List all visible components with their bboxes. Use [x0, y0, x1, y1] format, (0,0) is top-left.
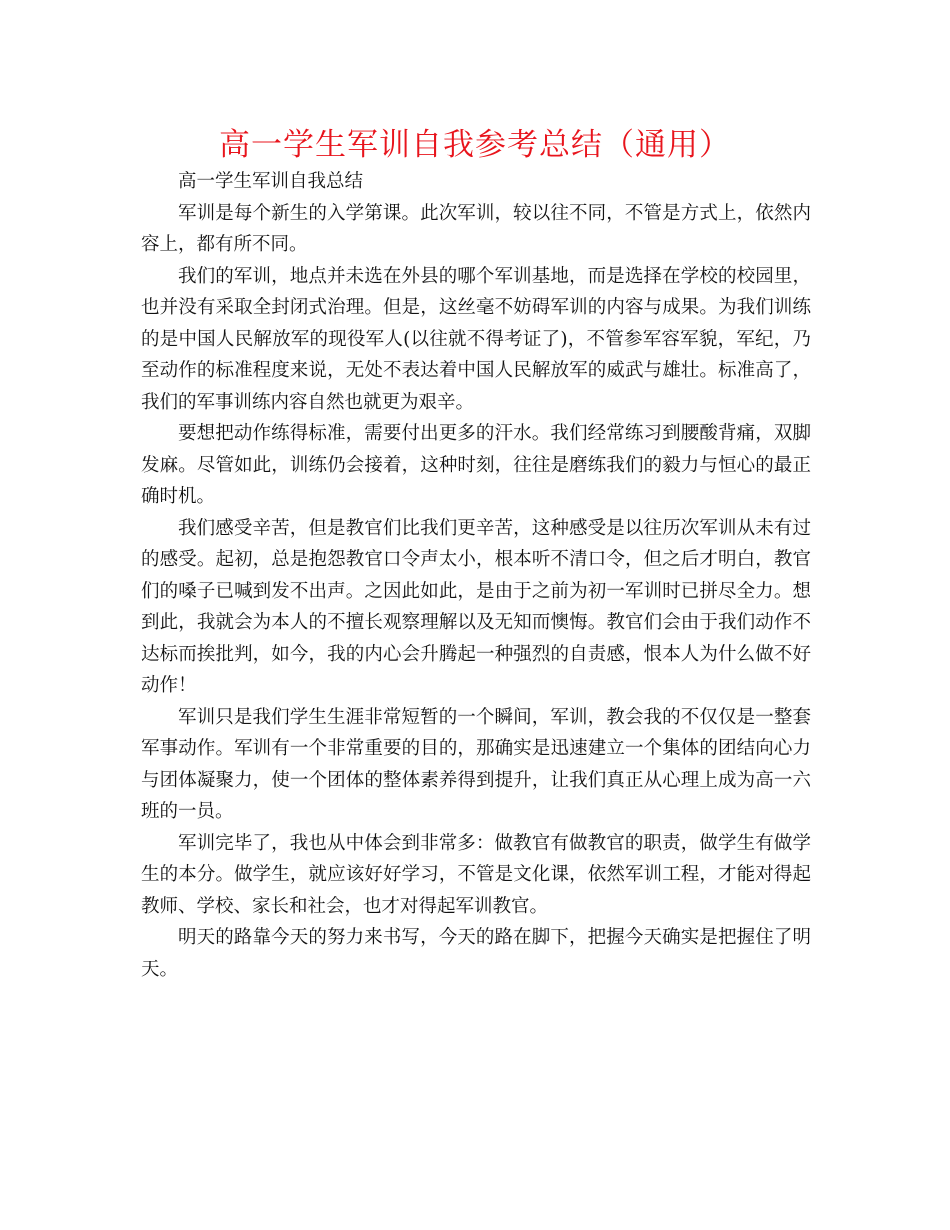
paragraph: 我们的军训，地点并未选在外县的哪个军训基地，而是选择在学校的校园里，也并没有采取全封闭式治理。但是，这丝毫不妨碍军训的内容与成果。为我们训练的是中国人民解放军的现役军人(以往就不得考证了)，不管参军容军貌，军纪，乃至动作的标准程度来说，无处不表达着中国人民解放军的威武与雄壮。标准高了，我们的军事训练内容自然也就更为艰辛。	[141, 265, 811, 413]
paragraph: 我们感受辛苦，但是教官们比我们更辛苦，这种感受是以往历次军训从未有过的感受。起初，总是抱怨教官口令声太小，根本听不清口令，但之后才明白，教官们的嗓子已喊到发不出声。之因此如此，是由于之前为初一军训时已拼尽全力。想到此，我就会为本人的不擅长观察理解以及无知而懊悔。教官们会由于我们动作不达标而挨批判，如今，我的内心会升腾起一种强烈的自责感，恨本人为什么做不好动作！	[141, 517, 811, 696]
paragraph: 军训只是我们学生生涯非常短暂的一个瞬间，军训，教会我的不仅仅是一整套军事动作。军训有一个非常重要的目的，那确实是迅速建立一个集体的团结向心力与团体凝聚力，使一个团体的整体素养得到提升，让我们真正从心理上成为高一六班的一员。	[141, 706, 811, 822]
paragraph: 明天的路靠今天的努力来书写，今天的路在脚下，把握今天确实是把握住了明天。	[141, 927, 811, 980]
paragraph: 军训完毕了，我也从中体会到非常多：做教官有做教官的职责，做学生有做学生的本分。做学生，就应该好好学习，不管是文化课，依然军训工程，才能对得起教师、学校、家长和社会，也才对得起军训教官。	[141, 832, 811, 917]
paragraph: 军训是每个新生的入学第课。此次军训，较以往不同，不管是方式上，依然内容上，都有所不同。	[141, 202, 811, 255]
document-subtitle: 高一学生军训自我总结	[178, 171, 364, 192]
paragraph: 要想把动作练得标准，需要付出更多的汗水。我们经常练习到腰酸背痛，双脚发麻。尽管如此，训练仍会接着，这种时刻，往往是磨练我们的毅力与恒心的最正确时机。	[141, 423, 811, 507]
document-title: 高一学生军训自我参考总结（通用）	[219, 127, 731, 163]
document-body	[141, 166, 811, 985]
